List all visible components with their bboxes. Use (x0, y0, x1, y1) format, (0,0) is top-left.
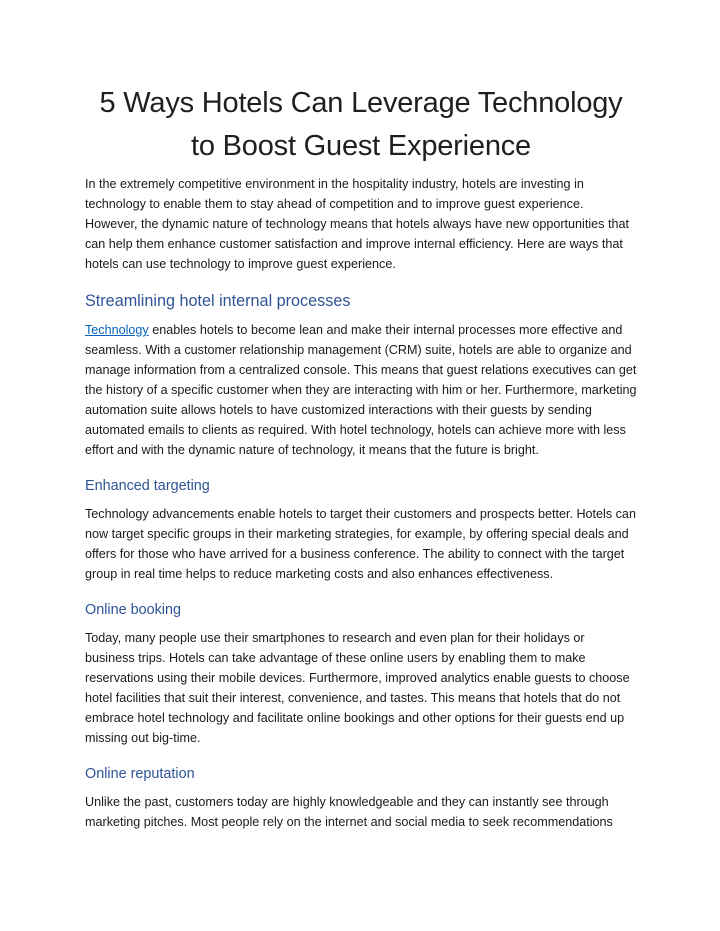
document-page (85, 82, 637, 832)
section-heading-online-booking: Online booking (85, 602, 182, 618)
section-body-targeting: Technology advancements enable hotels to target their customers and prospects better. Hotels can now target specific groups in their marketing strategies, for example, by offering special deals and offers for those who have arrived for a business conference. The ability to connect with the target group in real time helps to reduce marketing costs and also enhances effectiveness. (85, 507, 636, 581)
section-heading-streamlining: Streamlining hotel internal processes (85, 292, 351, 310)
intro-paragraph: In the extremely competitive environment in the hospitality industry, hotels are investing in technology to enable them to stay ahead of competition and to improve guest experience. However, the dynamic nature of technology means that hotels always have new opportunities that can help them enhance customer satisfaction and improve internal efficiency. Here are ways that hotels can use technology to improve guest experience. (85, 177, 629, 271)
technology-link[interactable]: Technology (85, 323, 149, 337)
section-heading-targeting: Enhanced targeting (85, 478, 210, 494)
section-body-online-booking: Today, many people use their smartphones to research and even plan for their holidays or business trips. Hotels can take advantage of these online users by enabling them to make reservations using their mobile devices. Furthermore, improved analytics enable guests to choose hotel facilities that suit their interest, convenience, and tastes. This means that hotels that do not embrace hotel technology and facilitate online bookings and other options for their guests end up missing out big-time. (85, 631, 630, 745)
section-body-streamlining-text: enables hotels to become lean and make their internal processes more effective and seamless. With a customer relationship management (CRM) suite, hotels are able to organize and manage information from a centralized console. This means that guest relations executives can get the history of a specific customer when they are interacting with him or her. Furthermore, marketing automation suite allows hotels to have customized interactions with their guests by sending automated emails to clients as required. With hotel technology, hotels can achieve more with less effort and with the dynamic nature of technology, it means that the future is bright. (85, 323, 637, 457)
section-body-streamlining (85, 320, 637, 460)
document-title: 5 Ways Hotels Can Leverage Technology to Boost Guest Experience (99, 87, 623, 162)
section-body-online-reputation: Unlike the past, customers today are highly knowledgeable and they can instantly see through marketing pitches. Most people rely on the internet and social media to seek recommendations (85, 795, 613, 829)
section-heading-online-reputation: Online reputation (85, 766, 195, 782)
